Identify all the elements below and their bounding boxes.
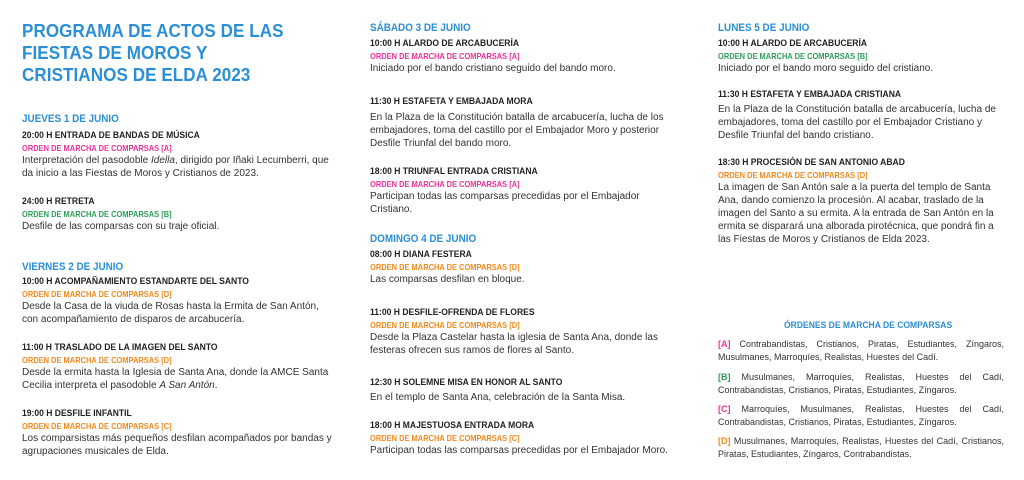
event-order: ORDEN DE MARCHA DE COMPARSAS [A] [370,51,520,61]
orders-title: ÓRDENES DE MARCHA DE COMPARSAS [784,320,953,331]
event-entrada-bandas [22,130,332,180]
event-title: 24:00 H RETRETA [22,196,95,207]
day-heading-lunes: LUNES 5 DE JUNIO [718,22,810,34]
order-tag: [C] [718,404,731,414]
order-text: Musulmanes, Marroquíes, Realistas, Huestes del Cadí, Contrabandistas, Cristianos, Piratas, Estudiantes, Zíngaros. [718,372,1004,395]
page-title: PROGRAMA DE ACTOS DE LAS FIESTAS DE MOROS Y CRISTIANOS DE ELDA 2023 [22,20,284,85]
event-procesion [718,157,998,246]
event-title: 10:00 H ALARDO DE ARCABUCERÍA [370,38,520,49]
event-order: ORDEN DE MARCHA DE COMPARSAS [D] [370,320,520,330]
event-embajada-mora [370,96,680,150]
event-order: ORDEN DE MARCHA DE COMPARSAS [D] [370,262,520,272]
event-alardo-sabado [370,38,680,75]
event-title: 18:30 H PROCESIÓN DE SAN ANTONIO ABAD [718,157,905,168]
event-title: 19:00 H DESFILE INFANTIL [22,408,132,419]
event-title: 08:00 H DIANA FESTERA [370,249,472,260]
event-description: En la Plaza de la Constitución batalla de arcabucería, lucha de embajadores, toma del castillo por el Embajador Cristiano y Desfile Triunfal del bando cristiano. [718,104,996,141]
event-order: ORDEN DE MARCHA DE COMPARSAS [D] [22,355,172,365]
event-order: ORDEN DE MARCHA DE COMPARSAS [D] [718,170,868,180]
event-title: 18:00 H TRIUNFAL ENTRADA CRISTIANA [370,166,538,177]
day-heading-viernes: VIERNES 2 DE JUNIO [22,261,124,273]
day-heading-sabado: SÁBADO 3 DE JUNIO [370,22,471,34]
event-description: En el templo de Santa Ana, celebración de la Santa Misa. [370,392,626,403]
event-diana-festera [370,249,680,286]
event-embajada-cristiana [718,89,998,142]
event-description: La imagen de San Antón sale a la puerta del templo de Santa Ana, dando comienzo la procesión. Al acabar, traslado de la imagen del Santo a su ermita. A la entrada de San Antón en la ermita se disparará una alborada pirotécnica, que pondrá fin a las Fiestas de Moros y Cristianos de Elda 2023. [718,182,994,245]
order-c [718,403,1004,429]
event-description: Iniciado por el bando cristiano seguido del bando moro. [370,63,616,74]
order-text: Marroquíes, Musulmanes, Realistas, Huestes del Cadí, Contrabandistas, Cristianos, Piratas, Estudiantes, Zíngaros. [718,404,1004,427]
event-description: Iniciado por el bando moro seguido del cristiano. [718,63,934,74]
event-title: 11:30 H ESTAFETA Y EMBAJADA CRISTIANA [718,89,902,100]
order-text: Contrabandistas, Cristianos, Piratas, Estudiantes, Zíngaros, Musulmanes, Marroquíes, Realistas, Huestes del Cadí. [718,339,1004,362]
event-order: ORDEN DE MARCHA DE COMPARSAS [B] [718,51,868,61]
order-tag: [D] [718,436,731,446]
event-description: En la Plaza de la Constitución batalla de arcabucería, lucha de los embajadores, toma del castillo por el Embajador Moro y posterior Desfile Triunfal del bando moro. [370,112,664,149]
event-description: Participan todas las comparsas precedidas por el Embajador Cristiano. [370,191,640,215]
event-description: Desde la Casa de la viuda de Rosas hasta la Ermita de San Antón, con acompañamiento de disparos de arcabucería. [22,301,319,325]
order-a [718,338,1004,364]
event-description: Desde la Plaza Castelar hasta la iglesia de Santa Ana, donde las festeras ofrecen sus ramos de flores al Santo. [370,332,658,356]
event-desfile-infantil [22,408,332,458]
event-order: ORDEN DE MARCHA DE COMPARSAS [C] [22,421,172,431]
order-tag: [B] [718,372,731,382]
event-order: ORDEN DE MARCHA DE COMPARSAS [D] [22,289,172,299]
event-solemne-misa [370,377,680,404]
event-title: 11:00 H TRASLADO DE LA IMAGEN DEL SANTO [22,342,218,353]
event-entrada-mora [370,420,680,457]
order-tag: [A] [718,339,731,349]
event-title: 20:00 H ENTRADA DE BANDAS DE MÚSICA [22,130,200,141]
event-order: ORDEN DE MARCHA DE COMPARSAS [A] [22,143,172,153]
order-b [718,371,1004,397]
event-description: Interpretación del pasodoble Idella, dirigido por Iñaki Lecumberri, que da inicio a las Fiestas de Moros y Cristianos de 2023. [22,155,329,179]
event-description: Las comparsas desfilan en bloque. [370,274,525,285]
order-text: Musulmanes, Marroquíes, Realistas, Huestes del Cadí, Cristianos, Piratas, Estudiantes, Zíngaros, Contrabandistas. [718,436,1004,459]
event-title: 11:00 H DESFILE-OFRENDA DE FLORES [370,307,535,318]
event-title: 11:30 H ESTAFETA Y EMBAJADA MORA [370,96,533,107]
event-title: 10:00 H ALARDO DE ARCABUCERÍA [718,38,868,49]
event-entrada-cristiana [370,166,680,216]
event-title: 18:00 H MAJESTUOSA ENTRADA MORA [370,420,535,431]
event-order: ORDEN DE MARCHA DE COMPARSAS [B] [22,209,172,219]
event-title: 12:30 H SOLEMNE MISA EN HONOR AL SANTO [370,377,563,388]
event-acompanamiento-estandarte [22,276,332,326]
event-description: Desfile de las comparsas con su traje oficial. [22,221,220,232]
event-description: Los comparsistas más pequeños desfilan acompañados por bandas y agrupaciones musicales de Elda. [22,433,332,457]
day-heading-domingo: DOMINGO 4 DE JUNIO [370,233,477,245]
event-order: ORDEN DE MARCHA DE COMPARSAS [A] [370,179,520,189]
event-title: 10:00 H ACOMPAÑAMIENTO ESTANDARTE DEL SANTO [22,276,249,287]
event-traslado-imagen [22,342,332,392]
event-retreta [22,196,332,233]
order-d [718,435,1004,461]
event-alardo-lunes [718,38,1024,75]
event-ofrenda-flores [370,307,680,357]
event-order: ORDEN DE MARCHA DE COMPARSAS [C] [370,433,520,443]
event-description: Desde la ermita hasta la Iglesia de Santa Ana, donde la AMCE Santa Cecilia interpreta el pasodoble A San Antón. [22,367,329,391]
day-heading-jueves: JUEVES 1 DE JUNIO [22,113,119,125]
event-description: Participan todas las comparsas precedidas por el Embajador Moro. [370,445,668,456]
